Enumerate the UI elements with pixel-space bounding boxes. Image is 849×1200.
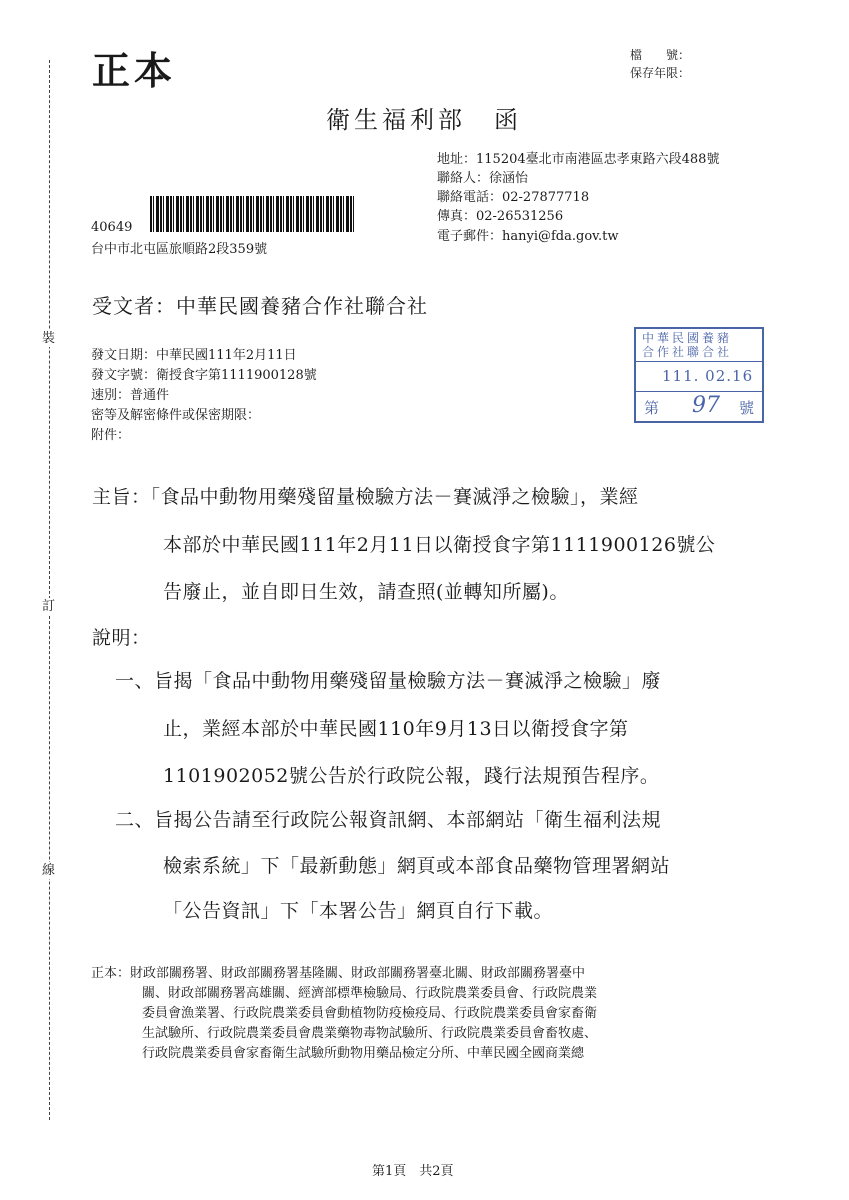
explanation-item1-line3: 1101902052號公告於行政院公報，踐行法規預告程序。: [163, 765, 660, 787]
binding-char-zhuang: 裝: [42, 331, 56, 346]
recipient-address: 台中市北屯區旅順路2段359號: [91, 242, 268, 257]
stamp-number-suffix: 號: [738, 399, 754, 417]
document-number: 發文字號：衛授食字第1111900128號: [91, 368, 317, 383]
contact-phone: 聯絡電話：02-27877718: [437, 190, 590, 205]
subject-line-2: 本部於中華民國111年2月11日以衛授食字第1111900126號公: [163, 534, 716, 556]
copy-type-label: 正本: [92, 48, 177, 93]
binding-char-xian: 線: [42, 863, 56, 878]
stamp-org-line2: 合作社聯合社: [642, 345, 733, 359]
subject-line-1: 主旨：「食品中動物用藥殘留量檢驗方法－賽滅淨之檢驗」，業經: [92, 486, 639, 508]
explanation-item1-line1: 一、旨揭「食品中動物用藥殘留量檢驗方法－賽滅淨之檢驗」廢: [115, 670, 662, 692]
stamp-number: 97: [692, 393, 720, 418]
stamp-org-line1: 中華民國養豬: [642, 331, 733, 345]
copies-line-1: 正本：財政部關務署、財政部關務署基隆關、財政部關務署臺北關、財政部關務署臺中: [91, 966, 586, 981]
archive-number-label: 檔 號：: [630, 48, 691, 62]
contact-email: 電子郵件：hanyi@fda.gov.tw: [437, 229, 619, 244]
copies-line-4: 生試驗所、行政院農業委員會農業藥物毒物試驗所、行政院農業委員會畜牧處、: [142, 1026, 598, 1041]
document-title: 衛生福利部 函: [326, 106, 522, 134]
recipient-zip: 40649: [91, 220, 133, 235]
issue-date: 發文日期：中華民國111年2月11日: [91, 348, 297, 363]
page-number: 第1頁 共2頁: [372, 1164, 454, 1179]
explanation-item2-line2: 檢索系統」下「最新動態」網頁或本部食品藥物管理署網站: [163, 855, 671, 877]
received-stamp: [634, 327, 764, 423]
explanation-heading: 說明：: [92, 627, 151, 649]
receiver-line: 受文者：中華民國養豬合作社聯合社: [92, 294, 428, 318]
stamp-date: 111. 02.16: [662, 367, 754, 385]
subject-line-3: 告廢止，並自即日生效，請查照(並轉知所屬)。: [163, 581, 569, 603]
attachment: 附件：: [91, 428, 131, 443]
contact-person: 聯絡人：徐涵怡: [437, 171, 529, 186]
explanation-item1-line2: 止，業經本部於中華民國110年9月13日以衛授食字第: [163, 718, 629, 740]
explanation-item2-line3: 「公告資訊」下「本署公告」網頁自行下載。: [163, 900, 554, 922]
delivery-speed: 速別：普通件: [91, 388, 170, 403]
sender-address: 地址：115204臺北市南港區忠孝東路六段488號: [437, 152, 720, 167]
copies-line-3: 委員會漁業署、行政院農業委員會動植物防疫檢疫局、行政院農業委員會家畜衛: [142, 1006, 598, 1021]
secrecy-level: 密等及解密條件或保密期限：: [91, 408, 261, 423]
contact-fax: 傳真：02-26531256: [437, 209, 564, 224]
copies-line-5: 行政院農業委員會家畜衛生試驗所動物用藥品檢定分所、中華民國全國商業總: [142, 1046, 585, 1061]
binding-char-ding: 訂: [42, 599, 56, 614]
copies-line-2: 關、財政部關務署高雄關、經濟部標準檢驗局、行政院農業委員會、行政院農業: [142, 986, 598, 1001]
binding-line: [49, 60, 50, 1120]
stamp-number-label: 第: [644, 399, 660, 417]
barcode: [150, 196, 354, 232]
explanation-item2-line1: 二、旨揭公告請至行政院公報資訊網、本部網站「衛生福利法規: [115, 809, 662, 831]
retention-period-label: 保存年限：: [630, 66, 691, 80]
